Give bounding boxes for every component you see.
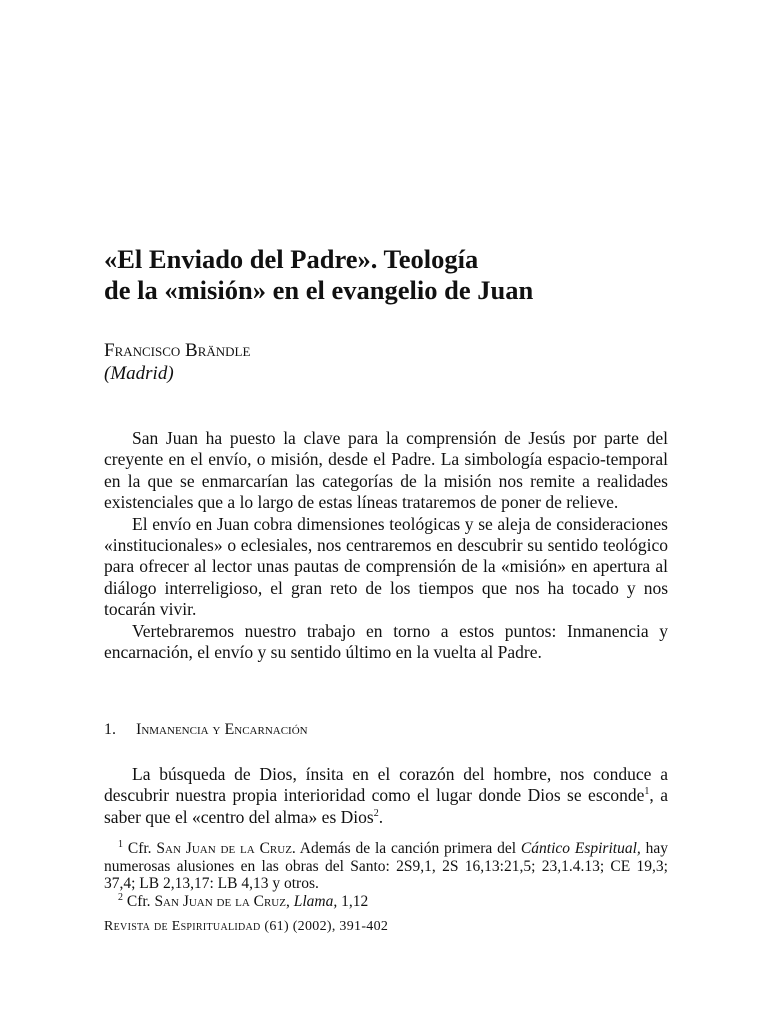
intro-paragraph-3: Vertebraremos nuestro trabajo en torno a estos puntos: Inmanencia y encarnación, el envío y su sentido último en la vuelta al Padre. [104, 620, 668, 663]
section-number: 1. [104, 721, 116, 738]
section-paragraph [104, 764, 668, 828]
article-title-line-1: «El Enviado del Padre». Teología [104, 244, 479, 274]
introduction [104, 428, 668, 663]
footnote-1-text-b: hay numerosas alusiones en las obras del Santo: 2S9,1, 2S 16,13:21,5; 23,1.4.13; CE 19,3; 37,4; LB 2,13,17: LB 4,13 y otros. [104, 840, 668, 892]
footnote-2-sep: , [285, 892, 294, 910]
footnote-2-prefix: Cfr. [126, 892, 155, 910]
intro-paragraph-1: San Juan ha puesto la clave para la comprensión de Jesús por parte del creyente en el envío, o misión, desde el Padre. La simbología espacio-temporal en la que se enmarcarían las categorías de la misión nos remite a realidades existenciales que a lo largo de estas líneas trataremos de poner de relieve. [104, 428, 668, 513]
article-title-line-2: de la «misión» en el evangelio de Juan [104, 275, 534, 305]
footnote-2-author: San Juan de la Cruz [154, 892, 286, 910]
section-body [104, 764, 668, 828]
footnote-1-prefix: Cfr. [127, 840, 157, 857]
footnote-2-mark: 2 [118, 891, 123, 903]
section-heading [104, 720, 308, 740]
section-text-2: , a saber que el «centro del alma» es Dios [104, 785, 668, 827]
section-text-1: La búsqueda de Dios, ínsita en el corazón del hombre, nos conduce a descubrir nuestra propia interioridad como el lugar donde Dios se esconde [104, 764, 668, 806]
intro-paragraph-2: El envío en Juan cobra dimensiones teológicas y se aleja de consideraciones «institucionales» o eclesiales, nos centraremos en descubrir su sentido teológico para ofrecer al lector unas pautas de comprensión de la «misión» en apertura al diálogo interreligioso, el gran reto de los tiempos que nos ha tocado y nos tocarán vivir. [104, 513, 668, 620]
section-title: Inmanencia y Encarnación [136, 721, 308, 738]
footnote-1-work: Cántico Espiritual, [520, 840, 641, 857]
footnote-2-text: 1,12 [337, 892, 369, 910]
article-title [104, 244, 668, 306]
section-text-3: . [378, 806, 384, 827]
footnote-1-text-a: . Además de la canción primera del [291, 840, 521, 857]
footnote-ref-2[interactable]: 2 [373, 807, 379, 819]
author-name: Francisco Brändle [104, 340, 251, 361]
footnote-ref-1[interactable]: 1 [644, 786, 650, 798]
footnote-1 [104, 840, 668, 893]
footnotes [104, 840, 668, 910]
footnote-1-author: San Juan de la Cruz [156, 840, 292, 857]
journal-citation: Revista de Espiritualidad (61) (2002), 391-402 [104, 919, 389, 934]
footnote-2-work: Llama, [293, 892, 338, 910]
footnote-1-mark: 1 [118, 838, 123, 850]
footnote-2 [104, 893, 668, 911]
author-affiliation: (Madrid) [104, 363, 174, 384]
